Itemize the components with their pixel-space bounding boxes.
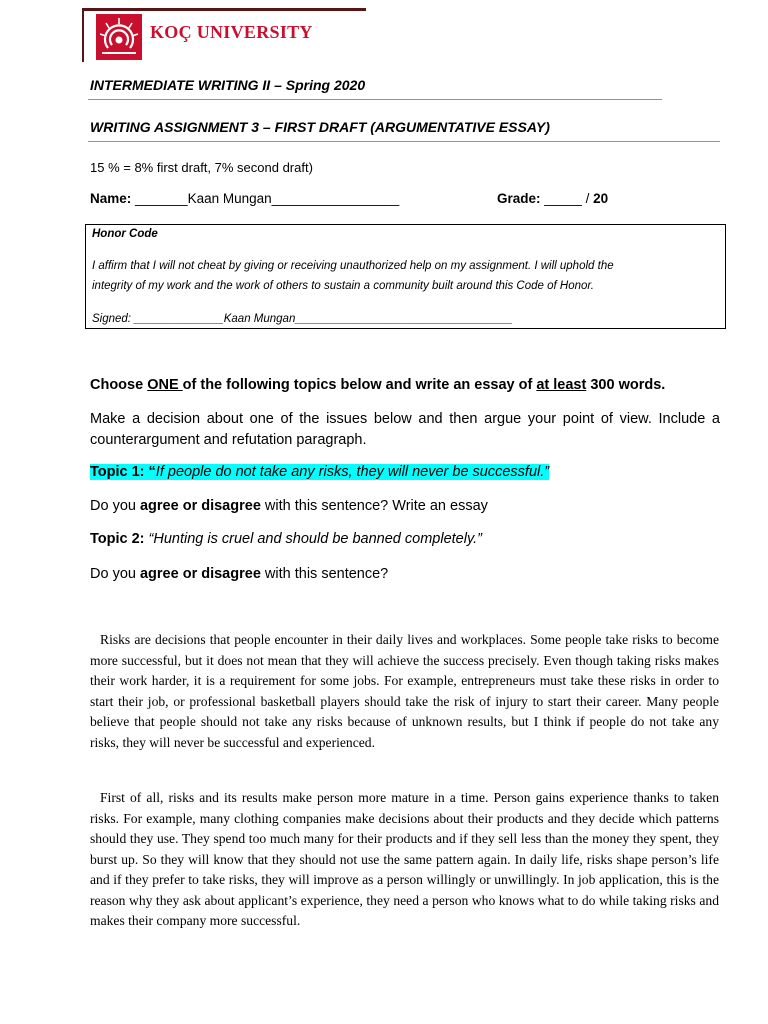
topic-1-highlight (90, 464, 549, 480)
topic-1-label: Topic 1: “ (90, 464, 156, 480)
koc-university-sun-logo-icon (96, 14, 142, 60)
course-title: INTERMEDIATE WRITING II – Spring 2020 (90, 77, 366, 93)
grade-max: 20 (593, 191, 609, 206)
grade-line (497, 191, 608, 206)
topic-1 (90, 464, 549, 480)
choose-pre: Choose (90, 377, 148, 393)
essay-paragraph-2 (90, 788, 719, 932)
question-2 (90, 566, 388, 582)
grade-weighting: 15 % = 8% first draft, 7% second draft) (90, 160, 313, 175)
essay-paragraph-1-text: Risks are decisions that people encounter in their daily lives and workplaces. Some people take risks to become more successful, but it does not mean that they will achieve the success precisely. Even though taking risks makes their work harder, it is a requirement for some jobs. For example, entrepreneurs must take these risks in order to start their job, or professional basketball players should take the risk of injury to start their career. Many people believe that people should not take any risks because of unknown results, but I think if people do not take any risks, they will never be successful and experienced. (90, 632, 719, 750)
question-2-post: with this sentence? (260, 566, 389, 582)
course-title-rule (88, 99, 662, 100)
honor-code-box (85, 224, 726, 329)
question-1-bold: agree or disagree (139, 498, 261, 514)
topic-2-text: “Hunting is cruel and should be banned completely.” (144, 531, 482, 547)
topic-2 (90, 531, 482, 547)
grade-label: Grade: (497, 191, 541, 206)
choose-post: 300 words. (586, 377, 666, 393)
grade-value: _____ / (544, 191, 590, 206)
decision-instruction: Make a decision about one of the issues below and then argue your point of view. Include a counterargument and refutation paragraph. (90, 411, 720, 448)
question-2-pre: Do you (90, 566, 140, 582)
header-top-rule (82, 8, 366, 11)
assignment-title-rule (88, 141, 720, 142)
name-value: _______Kaan Mungan_________________ (135, 191, 400, 206)
choose-one: ONE (147, 377, 183, 393)
honor-code-title: Honor Code (92, 228, 158, 240)
essay-paragraph-2-text: First of all, risks and its results make person more mature in a time. Person gains experience thanks to taken risks. For example, many clothing companies make decisions about their products and they decide which patterns should they use. They spend too much many for their products and if they sell less than the money they spent, they burst up. So they will know that they should not use the same pattern again. In daily life, risks shape person’s life and if they prefer to take risks, they will improve as a person willingly or unwillingly. In job application, this is the reason why they ask about applicant’s experience, they need a person who knows what to do while taking risks and makes their company more successful. (90, 790, 719, 928)
name-line (90, 191, 399, 206)
question-1-post: with this sentence? Write an essay (260, 498, 488, 514)
essay-paragraph-1 (90, 630, 719, 753)
assignment-title: WRITING ASSIGNMENT 3 – FIRST DRAFT (ARGUMENTATIVE ESSAY) (90, 119, 550, 135)
question-1 (90, 498, 488, 514)
choose-at-least: at least (536, 377, 587, 393)
topic-1-text: If people do not take any risks, they will never be successful.” (155, 464, 550, 480)
honor-code-line-1: I affirm that I will not cheat by giving or receiving unauthorized help on my assignment. I will uphold the (92, 260, 614, 272)
topic-2-label: Topic 2: (90, 531, 145, 547)
header-left-rule (82, 8, 84, 62)
question-1-pre: Do you (90, 498, 140, 514)
honor-code-line-2: integrity of my work and the work of others to sustain a community built around this Code of Honor. (92, 280, 594, 292)
university-name: KOÇ UNIVERSITY (150, 22, 313, 42)
question-2-bold: agree or disagree (139, 566, 261, 582)
choose-instruction (90, 377, 665, 393)
honor-code-signed: Signed: ______________Kaan Mungan__________________________________ (92, 313, 513, 325)
choose-mid: of the following topics below and write an essay of (182, 377, 537, 393)
name-label: Name: (90, 191, 132, 206)
